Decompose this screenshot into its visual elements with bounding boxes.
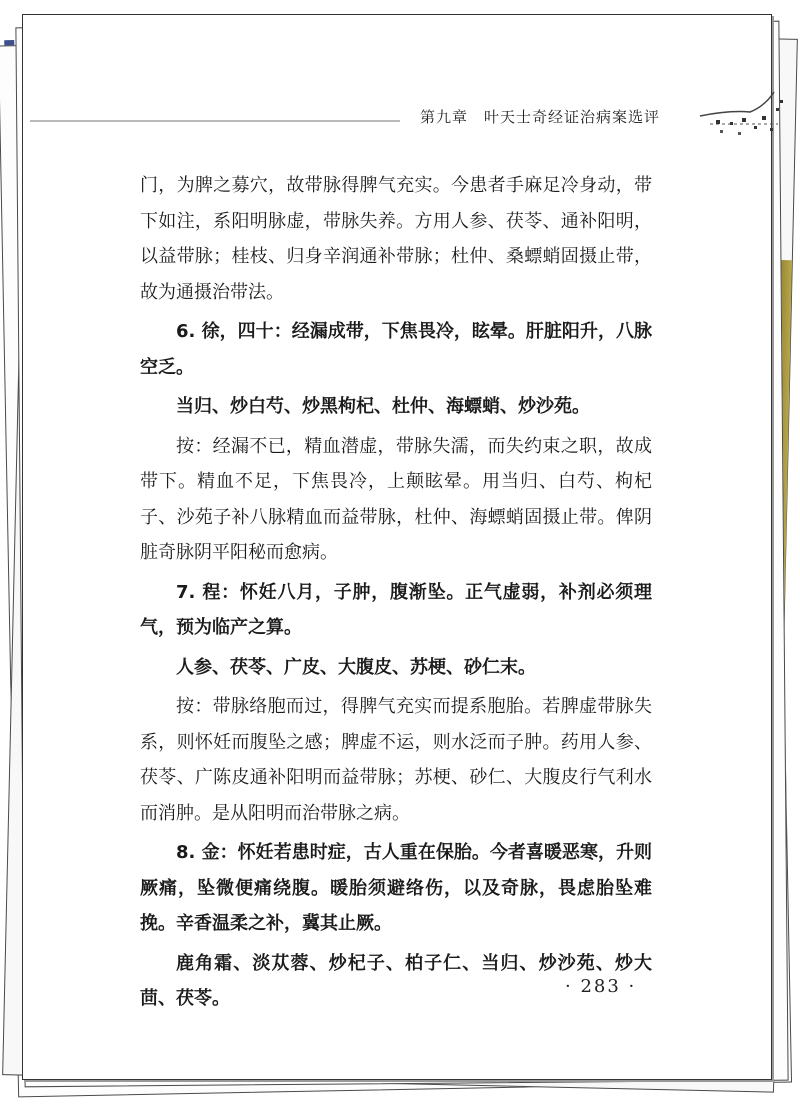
- case-7-commentary: 按：带脉络胞而过，得脾气充实而提系胞胎。若脾虚带脉失系，则怀妊而腹坠之感；脾虚不运，则水泛而子肿。药用人参、茯苓、广陈皮通补阳明而益带脉；苏梗、砂仁、大腹皮行气利水而消肿。是从阳明而治带脉之病。: [140, 696, 652, 824]
- case-6-prescription: 当归、炒白芍、炒黑枸杞、杜仲、海螵蛸、炒沙苑。: [176, 396, 590, 417]
- ornament-icon: [690, 78, 790, 138]
- chapter-title: 第九章 叶天士奇经证治病案选评: [420, 108, 661, 126]
- header-rule: [30, 120, 400, 122]
- page-body: [140, 168, 652, 1017]
- running-header: [30, 106, 730, 136]
- case-7-prescription: 人参、茯苓、广皮、大腹皮、苏梗、砂仁末。: [176, 656, 536, 678]
- case-8-prescription: 鹿角霜、淡苁蓉、炒杞子、柏子仁、当归、炒沙苑、炒大茴、茯苓。: [140, 952, 652, 1009]
- case-6-heading: 6. 徐，四十：经漏成带，下焦畏冷，眩晕。肝脏阳升，八脉空乏。: [140, 321, 652, 378]
- page-number: · 283 ·: [565, 976, 637, 997]
- case-8-heading: 8. 金：怀妊若患时症，古人重在保胎。今者喜暖恶寒，升则厥痛，坠微便痛绕腹。暖胎须避络伤，以及奇脉，畏虑胎坠难挽。辛香温柔之补，冀其止厥。: [140, 842, 652, 934]
- paragraph-continuation: 门，为脾之募穴，故带脉得脾气充实。今患者手麻足冷身动，带下如注，系阳明脉虚，带脉失养。方用人参、茯苓、通补阳明，以益带脉；桂枝、归身辛润通补带脉；杜仲、桑螵蛸固摄止带，故为通摄治带法。: [140, 175, 652, 303]
- case-6-commentary: 按：经漏不已，精血潜虚，带脉失濡，而失约束之职，故成带下。精血不足，下焦畏冷，上颠眩晕。用当归、白芍、枸杞子、沙苑子补八脉精血而益带脉，杜仲、海螵蛸固摄止带。俾阴脏奇脉阴平阳秘而愈病。: [140, 435, 652, 563]
- case-7-heading: 7. 程：怀妊八月，子肿，腹渐坠。正气虚弱，补剂必须理气，预为临产之算。: [140, 581, 652, 638]
